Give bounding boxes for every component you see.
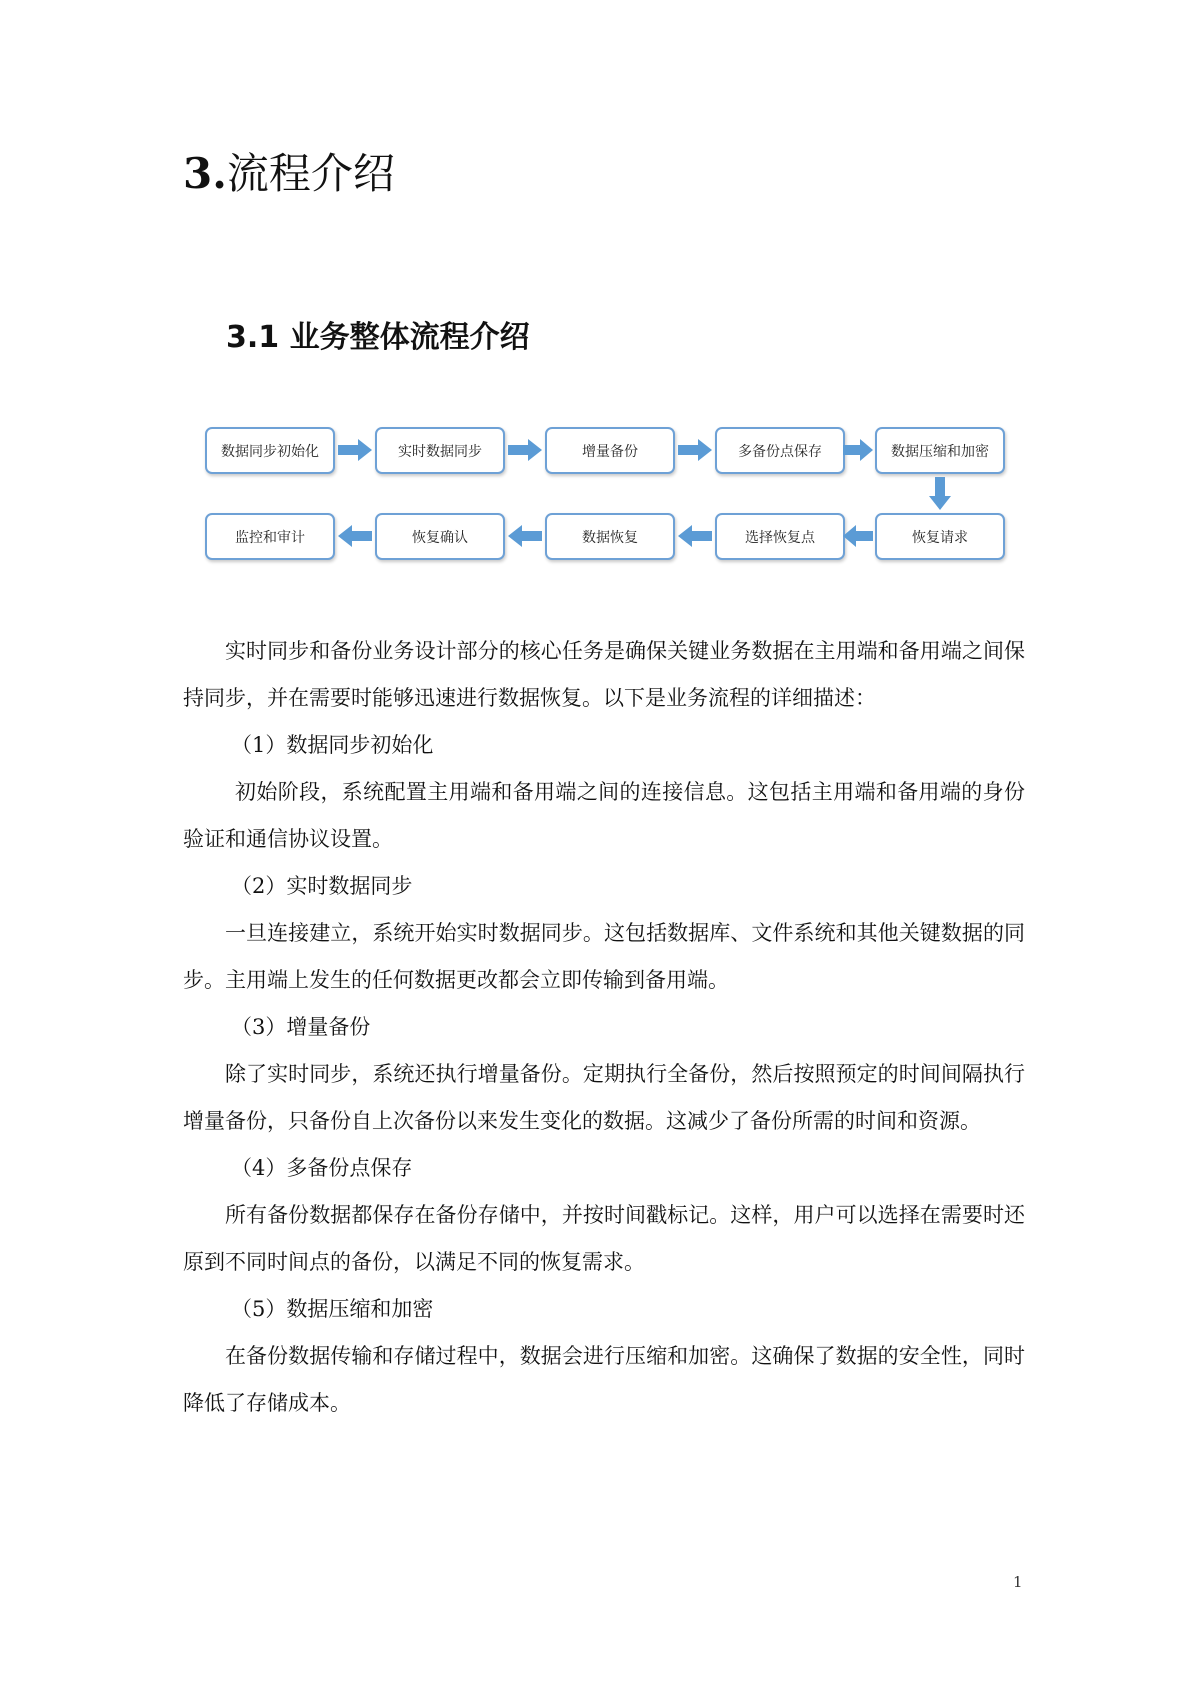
flow-box-incremental-backup: 增量备份 xyxy=(545,427,675,474)
page-number: 1 xyxy=(1013,1573,1023,1591)
body-text xyxy=(183,628,1025,1427)
right-arrow-icon xyxy=(678,439,712,461)
chapter-number: 3. xyxy=(183,149,227,198)
left-arrow-icon xyxy=(508,525,542,547)
chapter-title: 流程介绍 xyxy=(226,149,395,198)
flow-box-multi-backup-points: 多备份点保存 xyxy=(715,427,845,474)
intro-paragraph: 实时同步和备份业务设计部分的核心任务是确保关键业务数据在主用端和备用端之间保持同步，并在需要时能够迅速进行数据恢复。以下是业务流程的详细描述： xyxy=(183,639,1025,710)
item-heading-3: （3）增量备份 xyxy=(231,1015,371,1039)
flow-box-data-restore: 数据恢复 xyxy=(545,513,675,560)
item-heading-5: （5）数据压缩和加密 xyxy=(231,1297,434,1321)
right-arrow-icon xyxy=(843,439,873,461)
flow-box-realtime-sync: 实时数据同步 xyxy=(375,427,505,474)
item-paragraph-2: 一旦连接建立，系统开始实时数据同步。这包括数据库、文件系统和其他关键数据的同步。主用端上发生的任何数据更改都会立即传输到备用端。 xyxy=(183,921,1025,992)
item-paragraph-4: 所有备份数据都保存在备份存储中，并按时间戳标记。这样，用户可以选择在需要时还原到不同时间点的备份，以满足不同的恢复需求。 xyxy=(183,1203,1025,1274)
item-heading-1: （1）数据同步初始化 xyxy=(231,733,434,757)
flow-box-select-restore-point: 选择恢复点 xyxy=(715,513,845,560)
flow-box-monitor-audit: 监控和审计 xyxy=(205,513,335,560)
flow-box-restore-request: 恢复请求 xyxy=(875,513,1005,560)
left-arrow-icon xyxy=(678,525,712,547)
chapter-heading xyxy=(183,146,395,202)
right-arrow-icon xyxy=(338,439,372,461)
right-arrow-icon xyxy=(508,439,542,461)
down-arrow-icon xyxy=(929,477,951,510)
left-arrow-icon xyxy=(338,525,372,547)
item-heading-2: （2）实时数据同步 xyxy=(231,874,413,898)
item-paragraph-1: 初始阶段，系统配置主用端和备用端之间的连接信息。这包括主用端和备用端的身份验证和通信协议设置。 xyxy=(183,780,1025,851)
item-heading-4: （4）多备份点保存 xyxy=(231,1156,413,1180)
flow-diagram xyxy=(0,0,1200,600)
flow-box-sync-init: 数据同步初始化 xyxy=(205,427,335,474)
section-heading: 3.1 业务整体流程介绍 xyxy=(226,320,530,355)
left-arrow-icon xyxy=(843,525,873,547)
flow-box-compress-encrypt: 数据压缩和加密 xyxy=(875,427,1005,474)
item-paragraph-5: 在备份数据传输和存储过程中，数据会进行压缩和加密。这确保了数据的安全性，同时降低了存储成本。 xyxy=(183,1344,1025,1415)
flow-box-restore-confirm: 恢复确认 xyxy=(375,513,505,560)
item-paragraph-3: 除了实时同步，系统还执行增量备份。定期执行全备份，然后按照预定的时间间隔执行增量备份，只备份自上次备份以来发生变化的数据。这减少了备份所需的时间和资源。 xyxy=(183,1062,1025,1133)
